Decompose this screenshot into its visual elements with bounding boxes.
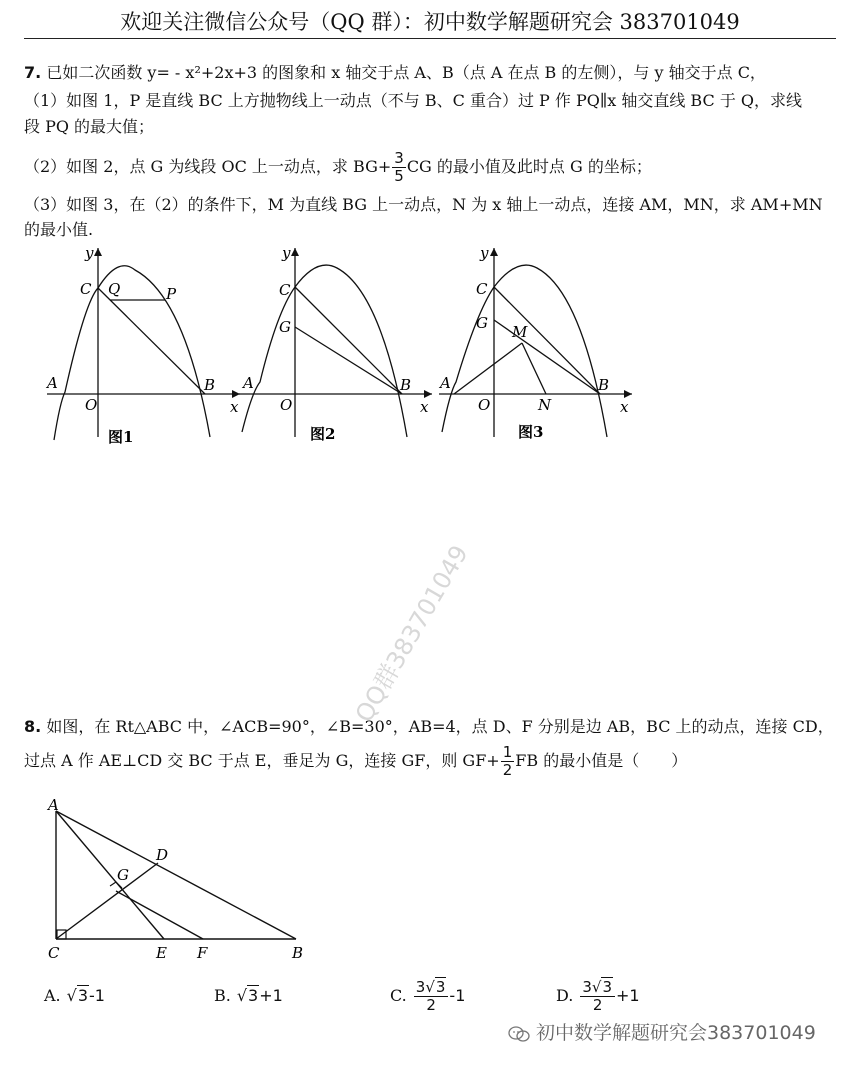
option-c-letter: C. xyxy=(390,986,407,1005)
label-y: y xyxy=(282,244,291,262)
q8-number: 8. xyxy=(24,717,42,736)
y-axis-arrow-icon xyxy=(490,248,498,256)
label-a: A xyxy=(47,374,58,392)
q7-frac-den: 5 xyxy=(394,167,404,185)
option-a[interactable] xyxy=(44,976,105,1016)
q7-text-4-post: CG 的最小值及此时点 G 的坐标； xyxy=(406,157,652,176)
option-d-fraction: $\frac{3√3}{2}$ xyxy=(580,979,615,1014)
option-c-fraction: $\frac{3√3}{2}$ xyxy=(414,979,449,1014)
label-c: C xyxy=(279,281,291,299)
label-a: A xyxy=(440,374,451,392)
label-o: O xyxy=(280,396,293,414)
label-p: P xyxy=(166,285,177,303)
line-bg xyxy=(295,327,402,394)
x-axis-arrow-icon xyxy=(624,390,632,398)
option-a-letter: A. xyxy=(44,986,61,1005)
q7-text-1: 已如二次函数 y= - x²+2x+3 的图象和 x 轴交于点 A、B（点 A 在点 B 的左侧），与 y 轴交于点 C， xyxy=(46,63,766,82)
figure-2 xyxy=(232,242,442,452)
q8-frac-num: 1 xyxy=(502,743,513,761)
label-q: Q xyxy=(108,280,121,298)
q7-fraction xyxy=(392,150,406,185)
q8-fraction xyxy=(501,744,515,779)
q7-frac-num: 3 xyxy=(394,149,404,167)
q8-frac-den: 2 xyxy=(502,761,513,779)
figure-3-caption: 图3 xyxy=(518,423,544,441)
segment-am xyxy=(454,343,522,394)
side-ab xyxy=(56,811,296,939)
q8-text-1: 如图，在 Rt△ABC 中，∠ACB=90°，∠B=30°，AB=4，点 D、F 分别是边 AB，BC 上的动点，连接 CD， xyxy=(46,717,834,736)
q7-line-6: 的最小值. xyxy=(24,220,94,239)
header-divider xyxy=(24,38,836,39)
q8-text-2-post: FB 的最小值是（ ） xyxy=(515,751,688,770)
page-header: 欢迎关注微信公众号（QQ 群）：初中数学解题研究会 383701049 xyxy=(120,10,740,34)
line-bc xyxy=(295,287,402,394)
q7-line-4 xyxy=(24,150,652,185)
label-o: O xyxy=(85,396,98,414)
label-x: x xyxy=(420,398,429,416)
watermark: QQ群383701049 xyxy=(349,540,474,728)
brand-text: 初中数学解题研究会383701049 xyxy=(536,1022,816,1044)
segment-cd xyxy=(56,863,158,939)
label-c: C xyxy=(476,280,488,298)
option-a-tail: -1 xyxy=(89,986,105,1005)
q8-line-1 xyxy=(24,716,834,738)
label-a: A xyxy=(48,796,59,814)
label-y: y xyxy=(85,244,94,262)
label-c: C xyxy=(80,280,92,298)
label-x: x xyxy=(230,398,239,416)
option-d-tail: +1 xyxy=(616,986,640,1005)
q7-line-3: 段 PQ 的最大值； xyxy=(24,117,155,136)
label-n: N xyxy=(538,396,552,414)
option-b-letter: B. xyxy=(214,986,231,1005)
segment-ae xyxy=(56,811,164,939)
label-c: C xyxy=(48,944,60,962)
label-b: B xyxy=(292,944,304,962)
label-a: A xyxy=(243,374,254,392)
label-x: x xyxy=(620,398,629,416)
line-bc xyxy=(98,288,205,394)
option-b-sqrt: √3 xyxy=(236,986,259,1005)
x-axis-arrow-icon xyxy=(424,390,432,398)
option-c-tail: -1 xyxy=(449,986,466,1005)
line-bg xyxy=(494,320,600,394)
label-g: G xyxy=(279,318,291,336)
parabola-curve xyxy=(242,265,407,437)
q8-text-2-pre: 过点 A 作 AE⊥CD 交 BC 于点 E，垂足为 G，连接 GF，则 GF+ xyxy=(24,751,500,770)
figure-3 xyxy=(432,242,642,452)
label-f: F xyxy=(197,944,208,962)
option-b-tail: +1 xyxy=(259,986,283,1005)
label-b: B xyxy=(598,376,610,394)
q7-text-4-pre: （2）如图 2，点 G 为线段 OC 上一动点，求 BG+ xyxy=(24,157,392,176)
label-m: M xyxy=(512,323,528,341)
segment-gf xyxy=(116,891,203,939)
label-g: G xyxy=(476,314,488,332)
option-a-sqrt: √3 xyxy=(66,986,89,1005)
option-d-letter: D. xyxy=(556,986,574,1005)
figure-4 xyxy=(40,792,320,967)
label-d: D xyxy=(156,846,169,864)
segment-mn xyxy=(522,343,546,394)
y-axis-arrow-icon xyxy=(291,248,299,256)
brand-footer xyxy=(508,1018,816,1045)
y-axis-arrow-icon xyxy=(94,248,102,256)
label-g: G xyxy=(117,866,129,884)
label-o: O xyxy=(478,396,491,414)
option-b[interactable] xyxy=(214,976,283,1016)
label-b: B xyxy=(400,376,412,394)
label-e: E xyxy=(156,944,167,962)
figure-1 xyxy=(40,242,250,452)
parabola-curve xyxy=(442,265,610,437)
q7-number: 7. xyxy=(24,63,42,82)
q8-line-2 xyxy=(24,744,687,779)
wechat-icon xyxy=(508,1025,530,1043)
q7-line-1 xyxy=(24,62,766,84)
parabola-curve xyxy=(54,266,210,440)
option-c[interactable] xyxy=(390,976,465,1016)
q7-line-5: （3）如图 3，在（2）的条件下，M 为直线 BG 上一动点，N 为 x 轴上一动点，连接 AM，MN，求 AM+MN xyxy=(24,195,823,214)
figure-2-caption: 图2 xyxy=(310,425,336,443)
label-b: B xyxy=(204,376,216,394)
option-d[interactable] xyxy=(556,976,640,1016)
label-y: y xyxy=(480,244,489,262)
q7-line-2: （1）如图 1，P 是直线 BC 上方抛物线上一动点（不与 B、C 重合）过 P 作 PQ∥x 轴交直线 BC 于 Q，求线 xyxy=(24,91,803,110)
figure-1-caption: 图1 xyxy=(108,428,134,446)
